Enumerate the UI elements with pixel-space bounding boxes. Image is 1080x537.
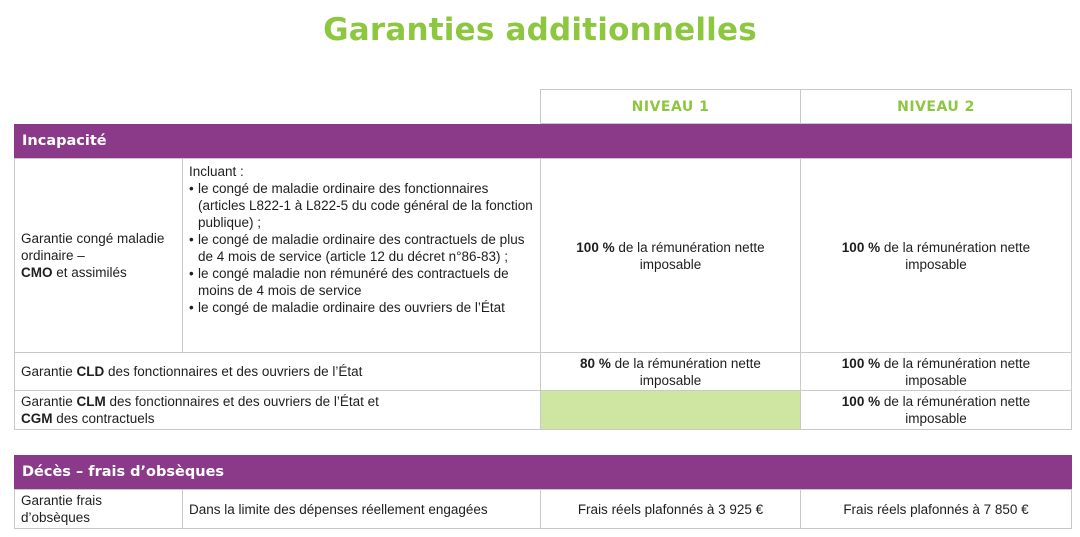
cld-n1-pct: 80 %: [580, 355, 611, 371]
cmo-n2-text: de la rémunération nette imposable: [880, 239, 1031, 272]
cmo-name-cell: [14, 158, 183, 353]
section-incapacite-band: [14, 124, 1072, 158]
clm-pre: Garantie: [21, 394, 77, 409]
clm-n2-text: de la rémunération nette imposable: [880, 394, 1031, 426]
cld-niveau-2-cell: [800, 352, 1072, 391]
cmo-niveau-2-cell: [800, 158, 1072, 353]
cld-bold: CLD: [76, 364, 105, 379]
header-niveau-2: [800, 89, 1072, 124]
page-title: Garanties additionnelles: [323, 12, 757, 48]
clm-niveau-2-cell: [800, 390, 1072, 430]
cld-n2-text: de la rémunération nette imposable: [880, 355, 1031, 388]
cmo-n1-pct: 100 %: [576, 239, 615, 255]
cmo-includes-list: [189, 180, 534, 316]
clm-post: des contractuels: [52, 411, 155, 426]
list-item: • le congé de maladie ordinaire des ouvriers de l’État: [189, 299, 534, 316]
clm-bold-2: CGM: [21, 411, 53, 426]
header-niveau-1: [540, 89, 801, 124]
obseques-name: Garantie frais d’obsèques: [21, 493, 103, 525]
cmo-name-pre: Garantie congé maladie ordinaire –: [21, 231, 165, 263]
cld-post: des fonctionnaires et des ouvriers de l’État: [104, 364, 363, 379]
cld-n1-text: de la rémunération nette imposable: [610, 355, 761, 388]
cmo-includes-intro: Incluant :: [189, 164, 244, 179]
obseques-n1: Frais réels plafonnés à 3 925 €: [577, 501, 764, 517]
header-niveau-2-label: NIVEAU 2: [897, 98, 975, 115]
cmo-n1-text: de la rémunération nette imposable: [614, 239, 765, 272]
cld-n2-pct: 100 %: [841, 355, 881, 371]
section-deces-band: [14, 455, 1072, 489]
cmo-name-bold: CMO: [21, 265, 53, 280]
list-item: • le congé maladie non rémunéré des contractuels de moins de 4 mois de service: [189, 265, 534, 299]
cld-pre: Garantie: [21, 364, 77, 379]
section-incapacite-label: Incapacité: [22, 133, 107, 149]
obseques-n2: Frais réels plafonnés à 7 850 €: [843, 501, 1029, 517]
cmo-n2-pct: 100 %: [841, 239, 881, 255]
header-niveau-1-label: NIVEAU 1: [631, 98, 710, 115]
clm-n2-pct: 100 %: [841, 394, 881, 409]
section-deces-label: Décès – frais d’obsèques: [22, 464, 225, 480]
cld-name-cell: [14, 352, 541, 391]
list-item: • le congé de maladie ordinaire des fonctionnaires (articles L822-1 à L822-5 du code général de la fonction publique) ;: [189, 180, 534, 231]
clm-name-cell: [14, 390, 541, 430]
cld-niveau-1-cell: [540, 352, 801, 391]
clm-bold-1: CLM: [76, 394, 106, 409]
cmo-includes-cell: [182, 158, 541, 353]
list-item: • le congé de maladie ordinaire des contractuels de plus de 4 mois de service (article 12 du décret n°86-83) ;: [189, 231, 534, 265]
obseques-name-cell: [14, 489, 183, 529]
clm-mid: des fonctionnaires et des ouvriers de l’État et: [105, 394, 379, 409]
obseques-limit: Dans la limite des dépenses réellement engagées: [189, 501, 488, 517]
obseques-niveau-2-cell: [800, 489, 1072, 529]
obseques-limit-cell: [182, 489, 541, 529]
cmo-name-post: et assimilés: [52, 265, 127, 280]
obseques-niveau-1-cell: [540, 489, 801, 529]
cmo-niveau-1-cell: [540, 158, 801, 353]
clm-niveau-1-cell: [540, 390, 801, 430]
